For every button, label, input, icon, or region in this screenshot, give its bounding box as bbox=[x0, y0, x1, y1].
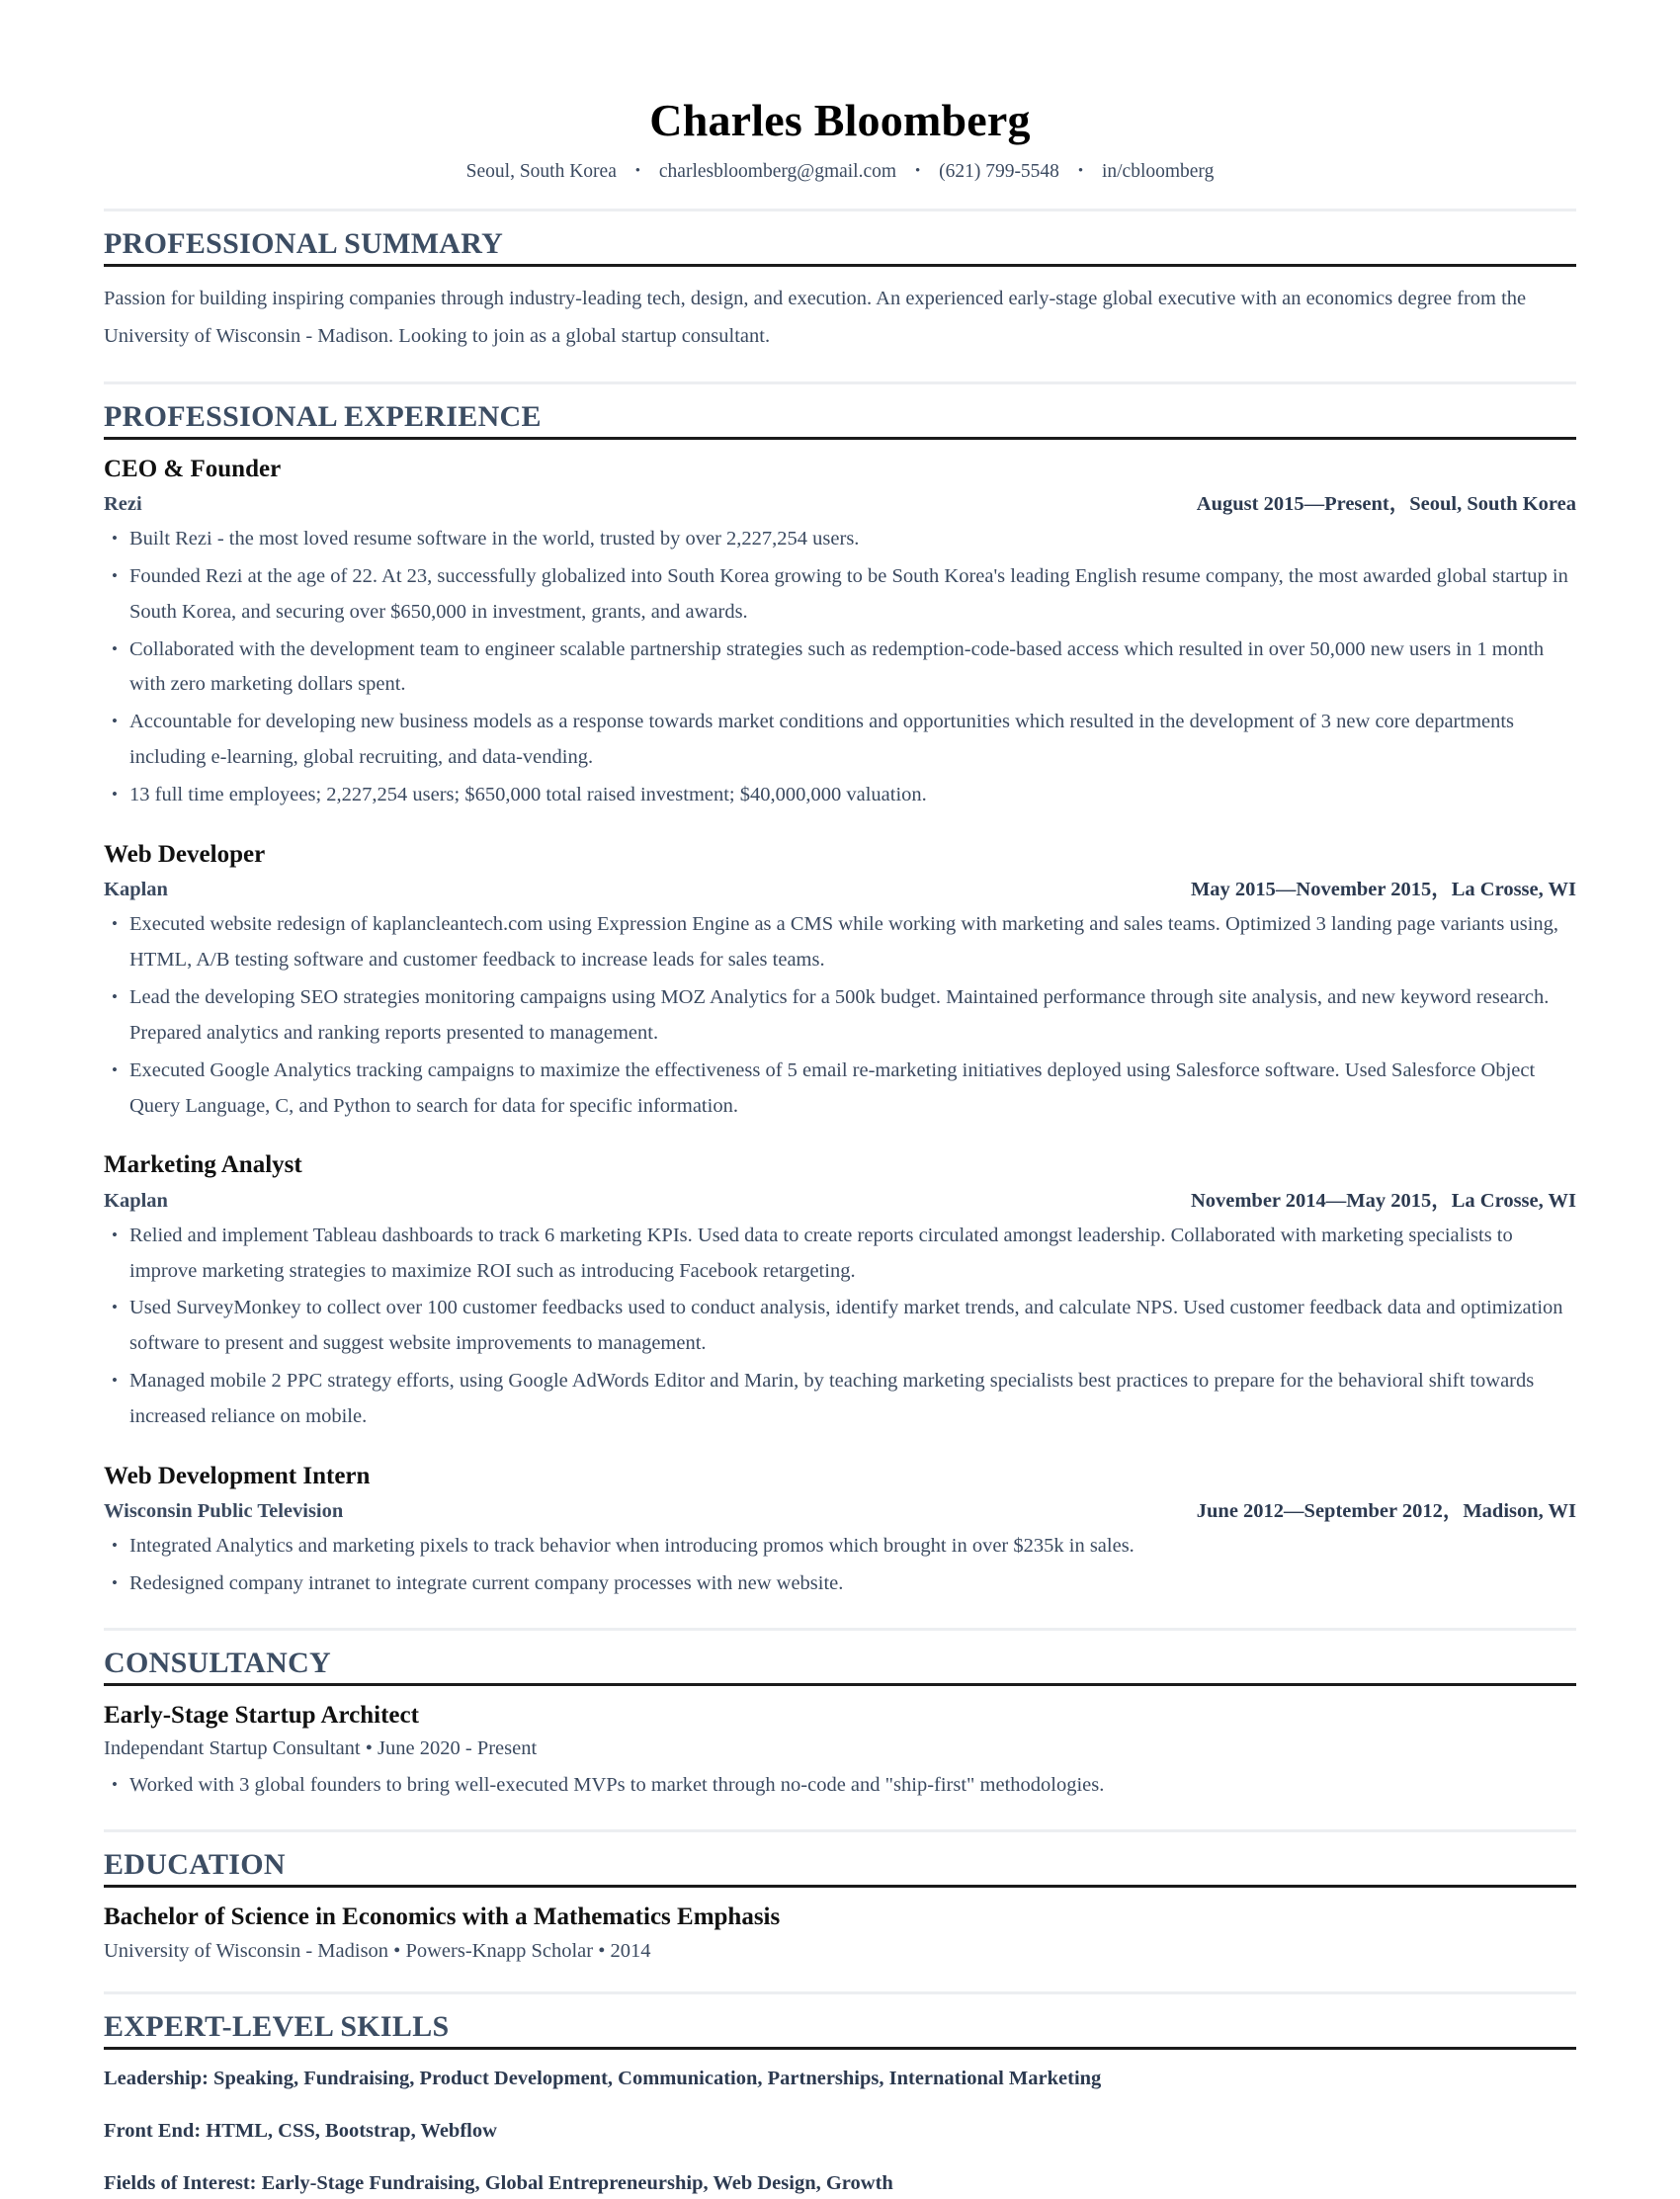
skill-line: Fields of Interest: Early-Stage Fundraising, Global Entrepreneurship, Web Design, Growth bbox=[104, 2171, 893, 2194]
job-company: Rezi bbox=[104, 492, 142, 515]
section-rule bbox=[104, 1683, 1576, 1686]
job-title: Web Development Intern bbox=[104, 1462, 371, 1489]
bullet-separator-icon: • bbox=[1077, 162, 1084, 179]
consultancy-subtitle: Independant Startup Consultant • June 2020 - Present bbox=[104, 1737, 538, 1760]
bullet-separator-icon: • bbox=[634, 162, 641, 179]
section-education bbox=[104, 1829, 1576, 1966]
bullet-item: • 13 full time employees; 2,227,254 users; $650,000 total raised investment; $40,000,000 valuation. bbox=[104, 778, 1576, 813]
section-professional-summary bbox=[104, 209, 1576, 356]
skills-list bbox=[104, 2064, 1576, 2198]
bullet-item: • Lead the developing SEO strategies monitoring campaigns using MOZ Analytics for a 500k budget. Maintained performance through site analysis, and new keyword research. Prepared analytics and ranking reports presented to management. bbox=[104, 980, 1576, 1052]
section-title: CONSULTANCY bbox=[104, 1646, 332, 1679]
job-company: Kaplan bbox=[104, 1189, 168, 1212]
bullet-item: • Redesigned company intranet to integrate current company processes with new website. bbox=[104, 1566, 1576, 1602]
contact-line bbox=[104, 161, 1576, 183]
bullet-list bbox=[104, 1529, 1576, 1602]
education-degree: Bachelor of Science in Economics with a Mathematics Emphasis bbox=[104, 1903, 781, 1931]
bullet-item: • Used SurveyMonkey to collect over 100 customer feedbacks used to conduct analysis, identify market trends, and calculate NPS. Used customer feedback data and optimization software to present and suggest website improvements to management. bbox=[104, 1291, 1576, 1362]
experience-list bbox=[104, 454, 1576, 1602]
job-date-location: August 2015—Present，Seoul, South Korea bbox=[1196, 492, 1576, 515]
consultancy-entry bbox=[104, 1700, 1576, 1804]
bullet-item: • Executed website redesign of kaplancleantech.com using Expression Engine as a CMS while working with marketing and sales teams. Optimized 3 landing page variants using, HTML, A/B testing software and customer feedback to increase leads for sales teams. bbox=[104, 907, 1576, 978]
section-rule bbox=[104, 437, 1576, 440]
job-date-location: November 2014—May 2015，La Crosse, WI bbox=[1190, 1189, 1576, 1212]
job-date-location: June 2012—September 2012，Madison, WI bbox=[1196, 1500, 1576, 1523]
bullet-list bbox=[104, 907, 1576, 1124]
skill-line: Leadership: Speaking, Fundraising, Product Development, Communication, Partnerships, International Marketing bbox=[104, 2068, 1102, 2090]
bullet-item: • Founded Rezi at the age of 22. At 23, successfully globalized into South Korea growing to be South Korea's leading English resume company, the most awarded global startup in South Korea, and securing over $650,000 in investment, grants, and awards. bbox=[104, 559, 1576, 631]
bullet-item: • Relied and implement Tableau dashboards to track 6 marketing KPIs. Used data to create reports circulated amongst leadership. Collaborated with marketing specialists to improve marketing strategies to maximize ROI such as introducing Facebook retargeting. bbox=[104, 1219, 1576, 1290]
bullet-item: • Integrated Analytics and marketing pixels to track behavior when introducing promos which brought in over $235k in sales. bbox=[104, 1529, 1576, 1565]
job-title: Web Developer bbox=[104, 840, 266, 868]
experience-entry bbox=[104, 454, 1576, 813]
contact-email[interactable]: charlesbloomberg@gmail.com bbox=[658, 160, 897, 182]
bullet-item: • Worked with 3 global founders to bring well-executed MVPs to market through no-code and "ship-first" methodologies. bbox=[104, 1768, 1576, 1804]
bullet-list bbox=[104, 522, 1576, 813]
section-consultancy bbox=[104, 1628, 1576, 1804]
job-title: Marketing Analyst bbox=[104, 1151, 302, 1179]
contact-location: Seoul, South Korea bbox=[465, 160, 617, 182]
job-meta bbox=[104, 1493, 1576, 1523]
bullet-list bbox=[104, 1768, 1576, 1804]
bullet-item: • Built Rezi - the most loved resume software in the world, trusted by over 2,227,254 users. bbox=[104, 522, 1576, 557]
education-school-details: University of Wisconsin - Madison • Powers-Knapp Scholar • 2014 bbox=[104, 1939, 651, 1962]
bullet-separator-icon: • bbox=[914, 162, 921, 179]
job-meta bbox=[104, 486, 1576, 516]
experience-entry bbox=[104, 1149, 1576, 1435]
contact-phone[interactable]: (621) 799-5548 bbox=[939, 160, 1059, 182]
section-rule bbox=[104, 1885, 1576, 1888]
consultancy-title: Early-Stage Startup Architect bbox=[104, 1701, 419, 1729]
job-company: Wisconsin Public Television bbox=[104, 1500, 344, 1523]
section-title: EDUCATION bbox=[104, 1848, 286, 1882]
bullet-list bbox=[104, 1219, 1576, 1435]
section-rule bbox=[104, 264, 1576, 267]
experience-entry bbox=[104, 839, 1576, 1125]
job-company: Kaplan bbox=[104, 879, 168, 901]
experience-entry bbox=[104, 1461, 1576, 1602]
candidate-name: Charles Bloomberg bbox=[649, 95, 1031, 145]
bullet-item: • Managed mobile 2 PPC strategy efforts, using Google AdWords Editor and Marin, by teaching marketing specialists best practices to prepare for the behavioral shift towards increased reliance on mobile. bbox=[104, 1364, 1576, 1435]
job-title: CEO & Founder bbox=[104, 455, 282, 482]
consultancy-list bbox=[104, 1700, 1576, 1804]
bullet-item: • Accountable for developing new business models as a response towards market conditions and opportunities which resulted in the development of 3 new core departments including e-learning, global recruiting, and data-vending. bbox=[104, 705, 1576, 776]
education-entry bbox=[104, 1902, 1576, 1966]
resume-header bbox=[104, 0, 1576, 183]
job-meta bbox=[104, 1183, 1576, 1213]
contact-linkedin[interactable]: in/cbloomberg bbox=[1101, 160, 1215, 182]
job-date-location: May 2015—November 2015，La Crosse, WI bbox=[1190, 879, 1576, 901]
section-title: EXPERT-LEVEL SKILLS bbox=[104, 2010, 450, 2044]
section-title: PROFESSIONAL SUMMARY bbox=[104, 226, 504, 260]
section-expert-level-skills bbox=[104, 1991, 1576, 2198]
section-professional-experience bbox=[104, 381, 1576, 1602]
summary-text: Passion for building inspiring companies through industry-leading tech, design, and execution. An experienced early-stage global executive with an economics degree from the University of Wisconsin - Madison. Looking to join as a global startup consultant. bbox=[104, 287, 1527, 347]
skill-line: Front End: HTML, CSS, Bootstrap, Webflow bbox=[104, 2120, 497, 2143]
section-title: PROFESSIONAL EXPERIENCE bbox=[104, 399, 542, 433]
bullet-item: • Executed Google Analytics tracking campaigns to maximize the effectiveness of 5 email re-marketing initiatives deployed using Salesforce software. Used Salesforce Object Query Language, C, and Python to search for data for specific information. bbox=[104, 1054, 1576, 1125]
section-rule bbox=[104, 2047, 1576, 2050]
education-list bbox=[104, 1902, 1576, 1966]
job-meta bbox=[104, 872, 1576, 901]
bullet-item: • Collaborated with the development team to engineer scalable partnership strategies such as redemption-code-based access which resulted in over 50,000 new users in 1 month with zero marketing dollars spent. bbox=[104, 633, 1576, 704]
